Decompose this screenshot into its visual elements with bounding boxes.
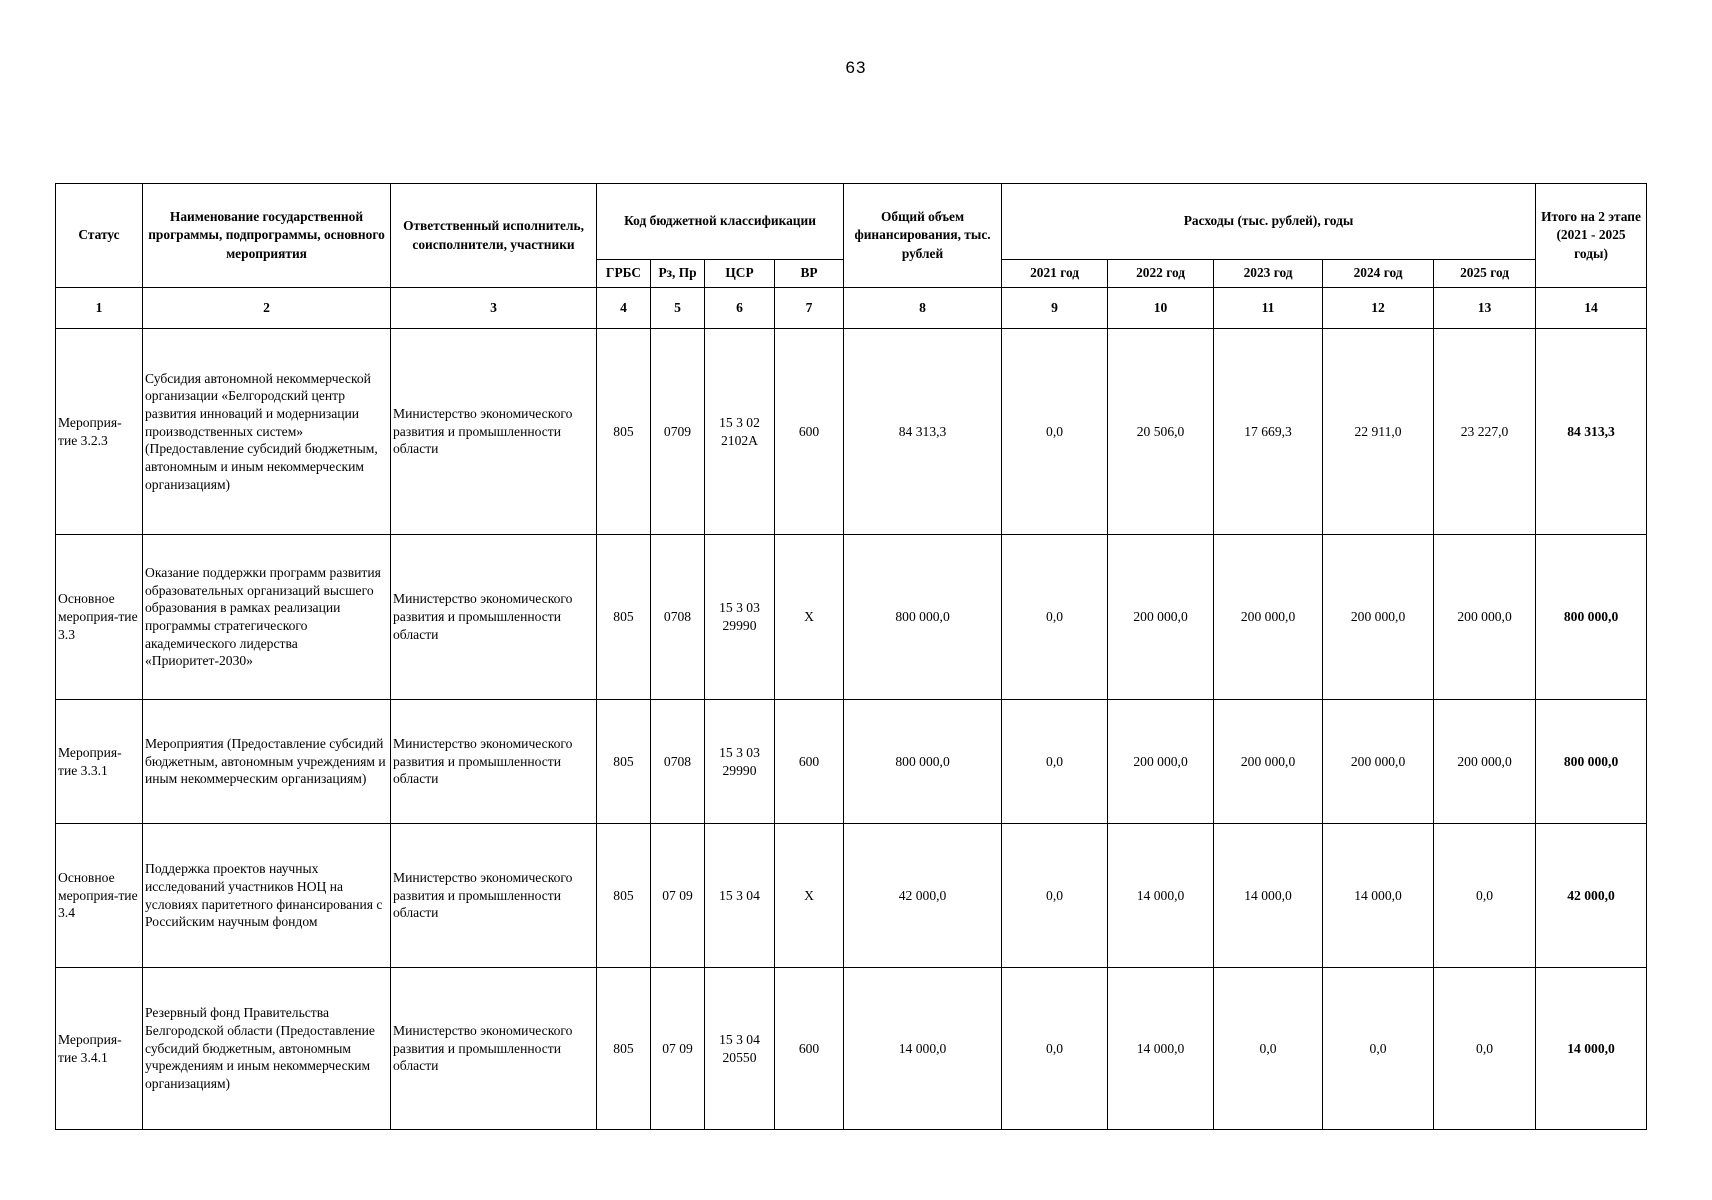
cell-2021: 0,0 (1002, 329, 1108, 535)
cell-2023: 200 000,0 (1214, 535, 1323, 700)
cell-2021: 0,0 (1002, 968, 1108, 1130)
cell-csr: 15 3 03 29990 (705, 535, 775, 700)
cell-name: Мероприятия (Предоставление субсидий бюджетным, автономным учреждениям и иным некоммерческим организациям) (143, 700, 391, 824)
cell-responsible: Министерство экономического развития и промышленности области (391, 535, 597, 700)
page-number: 63 (845, 58, 867, 77)
header-grbs: ГРБС (597, 260, 651, 288)
cell-rz-pr: 07 09 (651, 824, 705, 968)
header-budget-code: Код бюджетной классификации (597, 184, 844, 260)
column-number: 7 (775, 288, 844, 329)
cell-2025: 0,0 (1434, 824, 1536, 968)
column-number: 6 (705, 288, 775, 329)
header-year: 2023 год (1214, 260, 1323, 288)
cell-name: Поддержка проектов научных исследований участников НОЦ на условиях паритетного финансирования с Российским научным фондом (143, 824, 391, 968)
cell-stage-total: 42 000,0 (1536, 824, 1647, 968)
cell-status: Мероприя-тие 3.2.3 (56, 329, 143, 535)
table-row (56, 329, 1647, 535)
cell-2024: 0,0 (1323, 968, 1434, 1130)
cell-grbs: 805 (597, 535, 651, 700)
table-row (56, 824, 1647, 968)
cell-responsible: Министерство экономического развития и промышленности области (391, 700, 597, 824)
header-stage-total: Итого на 2 этапе (2021 - 2025 годы) (1536, 184, 1647, 288)
cell-vr: X (775, 535, 844, 700)
cell-grbs: 805 (597, 329, 651, 535)
cell-2022: 200 000,0 (1108, 700, 1214, 824)
cell-status: Мероприя-тие 3.3.1 (56, 700, 143, 824)
cell-2022: 14 000,0 (1108, 824, 1214, 968)
cell-2023: 0,0 (1214, 968, 1323, 1130)
header-csr: ЦСР (705, 260, 775, 288)
header-year: 2021 год (1002, 260, 1108, 288)
cell-csr: 15 3 03 29990 (705, 700, 775, 824)
cell-total: 42 000,0 (844, 824, 1002, 968)
cell-2024: 200 000,0 (1323, 700, 1434, 824)
cell-rz-pr: 0708 (651, 535, 705, 700)
cell-stage-total: 14 000,0 (1536, 968, 1647, 1130)
cell-name: Оказание поддержки программ развития образовательных организаций высшего образования в рамках реализации программы стратегического академического лидерства «Приоритет-2030» (143, 535, 391, 700)
cell-total: 800 000,0 (844, 535, 1002, 700)
column-number: 10 (1108, 288, 1214, 329)
cell-status: Основное мероприя-тие 3.4 (56, 824, 143, 968)
column-number: 1 (56, 288, 143, 329)
cell-total: 84 313,3 (844, 329, 1002, 535)
cell-vr: X (775, 824, 844, 968)
cell-2023: 14 000,0 (1214, 824, 1323, 968)
table-row (56, 700, 1647, 824)
table-row (56, 968, 1647, 1130)
cell-name: Резервный фонд Правительства Белгородской области (Предоставление субсидий бюджетным, автономным учреждениям и иным некоммерческим организациям) (143, 968, 391, 1130)
header-total-volume: Общий объем финансирования, тыс. рублей (844, 184, 1002, 288)
cell-responsible: Министерство экономического развития и промышленности области (391, 329, 597, 535)
cell-2022: 20 506,0 (1108, 329, 1214, 535)
header-name: Наименование государственной программы, подпрограммы, основного мероприятия (143, 184, 391, 288)
cell-2021: 0,0 (1002, 824, 1108, 968)
header-row (56, 184, 1647, 260)
budget-table (55, 183, 1647, 1130)
cell-status: Основное мероприя-тие 3.3 (56, 535, 143, 700)
cell-stage-total: 800 000,0 (1536, 535, 1647, 700)
column-number: 14 (1536, 288, 1647, 329)
cell-stage-total: 84 313,3 (1536, 329, 1647, 535)
cell-responsible: Министерство экономического развития и промышленности области (391, 824, 597, 968)
column-number: 11 (1214, 288, 1323, 329)
cell-2024: 22 911,0 (1323, 329, 1434, 535)
cell-csr: 15 3 04 20550 (705, 968, 775, 1130)
cell-2025: 23 227,0 (1434, 329, 1536, 535)
cell-name: Субсидия автономной некоммерческой организации «Белгородский центр развития инноваций и модернизации производственных систем» (Предоставление субсидий бюджетным, автономным и иным некоммерческим организациям) (143, 329, 391, 535)
cell-total: 800 000,0 (844, 700, 1002, 824)
cell-2025: 200 000,0 (1434, 535, 1536, 700)
cell-2024: 14 000,0 (1323, 824, 1434, 968)
cell-2022: 14 000,0 (1108, 968, 1214, 1130)
table-row (56, 535, 1647, 700)
cell-rz-pr: 0708 (651, 700, 705, 824)
cell-2022: 200 000,0 (1108, 535, 1214, 700)
cell-2023: 17 669,3 (1214, 329, 1323, 535)
column-number: 5 (651, 288, 705, 329)
cell-2021: 0,0 (1002, 535, 1108, 700)
header-vr: ВР (775, 260, 844, 288)
header-year: 2025 год (1434, 260, 1536, 288)
cell-2021: 0,0 (1002, 700, 1108, 824)
header-year: 2024 год (1323, 260, 1434, 288)
cell-2025: 200 000,0 (1434, 700, 1536, 824)
column-number: 4 (597, 288, 651, 329)
column-number: 9 (1002, 288, 1108, 329)
cell-grbs: 805 (597, 968, 651, 1130)
column-number: 8 (844, 288, 1002, 329)
cell-stage-total: 800 000,0 (1536, 700, 1647, 824)
cell-2025: 0,0 (1434, 968, 1536, 1130)
cell-vr: 600 (775, 700, 844, 824)
column-number: 2 (143, 288, 391, 329)
header-status: Статус (56, 184, 143, 288)
cell-grbs: 805 (597, 824, 651, 968)
column-number: 3 (391, 288, 597, 329)
cell-vr: 600 (775, 968, 844, 1130)
cell-rz-pr: 07 09 (651, 968, 705, 1130)
cell-vr: 600 (775, 329, 844, 535)
header-rz-pr: Рз, Пр (651, 260, 705, 288)
cell-2024: 200 000,0 (1323, 535, 1434, 700)
cell-total: 14 000,0 (844, 968, 1002, 1130)
cell-csr: 15 3 02 2102A (705, 329, 775, 535)
column-number-row (56, 288, 1647, 329)
header-expenses: Расходы (тыс. рублей), годы (1002, 184, 1536, 260)
cell-grbs: 805 (597, 700, 651, 824)
header-responsible: Ответственный исполнитель, соисполнители, участники (391, 184, 597, 288)
cell-status: Мероприя-тие 3.4.1 (56, 968, 143, 1130)
column-number: 12 (1323, 288, 1434, 329)
cell-rz-pr: 0709 (651, 329, 705, 535)
cell-responsible: Министерство экономического развития и промышленности области (391, 968, 597, 1130)
cell-csr: 15 3 04 (705, 824, 775, 968)
header-year: 2022 год (1108, 260, 1214, 288)
cell-2023: 200 000,0 (1214, 700, 1323, 824)
column-number: 13 (1434, 288, 1536, 329)
